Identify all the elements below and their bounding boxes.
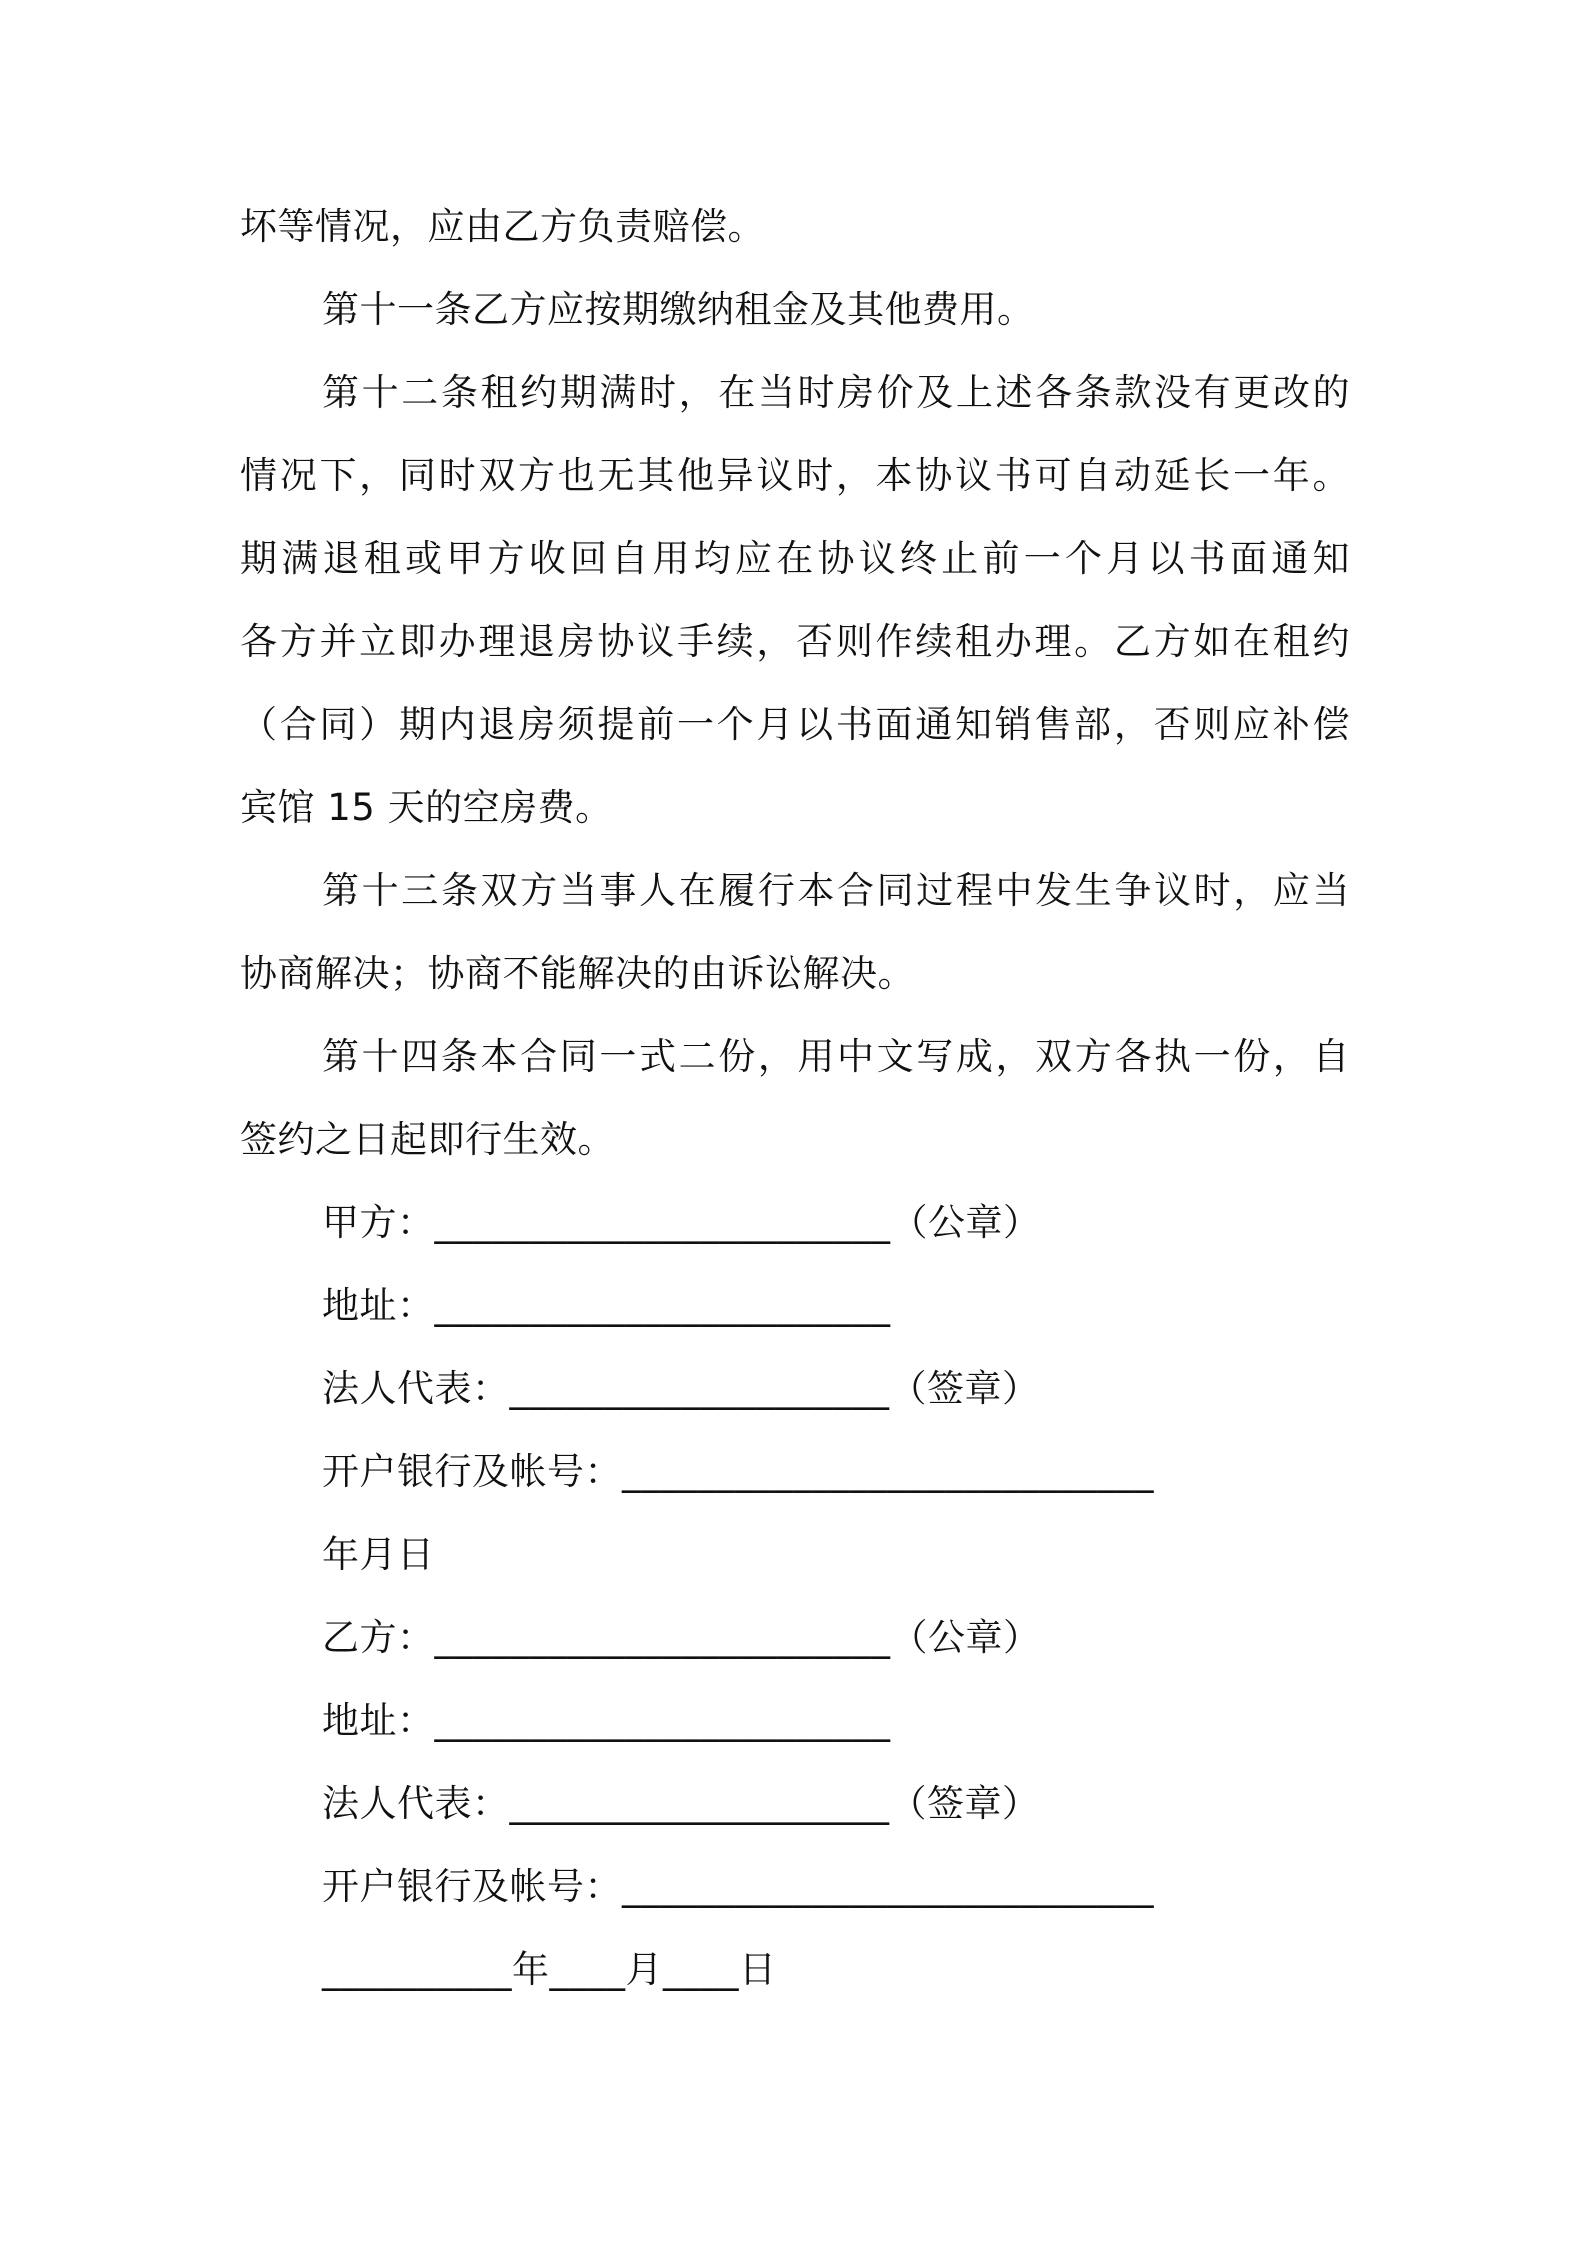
clause-14-line-1: 第十四条本合同一式二份，用中文写成，双方各执一份，自 — [322, 1035, 1350, 1078]
clause-12-line-2: 情况下，同时双方也无其他异议时，本协议书可自动延长一年。 — [240, 454, 1350, 497]
clause-12-line-4: 各方并立即办理退房协议手续，否则作续租办理。乙方如在租约 — [240, 620, 1350, 663]
party-b-address-field: 地址：________________________ — [322, 1699, 891, 1742]
clause-13-line-1: 第十三条双方当事人在履行本合同过程中发生争议时，应当 — [322, 869, 1350, 912]
clause-11: 第十一条乙方应按期缴纳租金及其他费用。 — [322, 288, 1035, 331]
clause-12-line-6: 宾馆 15 天的空房费。 — [240, 786, 613, 829]
party-b-field: 乙方：________________________（公章） — [322, 1616, 1041, 1659]
party-b-bank-account-field: 开户银行及帐号：____________________________ — [322, 1865, 1154, 1908]
party-a-bank-account-field: 开户银行及帐号：____________________________ — [322, 1450, 1154, 1493]
clause-10-continuation: 坏等情况，应由乙方负责赔偿。 — [240, 205, 765, 248]
party-b-date-field: __________年____月____日 — [322, 1948, 777, 1991]
party-a-field: 甲方：________________________（公章） — [322, 1201, 1041, 1244]
clause-12-line-1: 第十二条租约期满时，在当时房价及上述各条款没有更改的 — [322, 371, 1350, 414]
clause-12-line-5: （合同）期内退房须提前一个月以书面通知销售部，否则应补偿 — [240, 703, 1350, 746]
clause-13-line-2: 协商解决；协商不能解决的由诉讼解决。 — [240, 952, 915, 995]
party-a-date: 年月日 — [322, 1533, 435, 1576]
clause-12-line-3: 期满退租或甲方收回自用均应在协议终止前一个月以书面通知 — [240, 537, 1350, 580]
party-a-address-field: 地址：________________________ — [322, 1284, 891, 1327]
clause-14-line-2: 签约之日起即行生效。 — [240, 1118, 615, 1161]
party-a-legal-rep-field: 法人代表：____________________（签章） — [322, 1367, 1040, 1410]
party-b-legal-rep-field: 法人代表：____________________（签章） — [322, 1782, 1040, 1825]
